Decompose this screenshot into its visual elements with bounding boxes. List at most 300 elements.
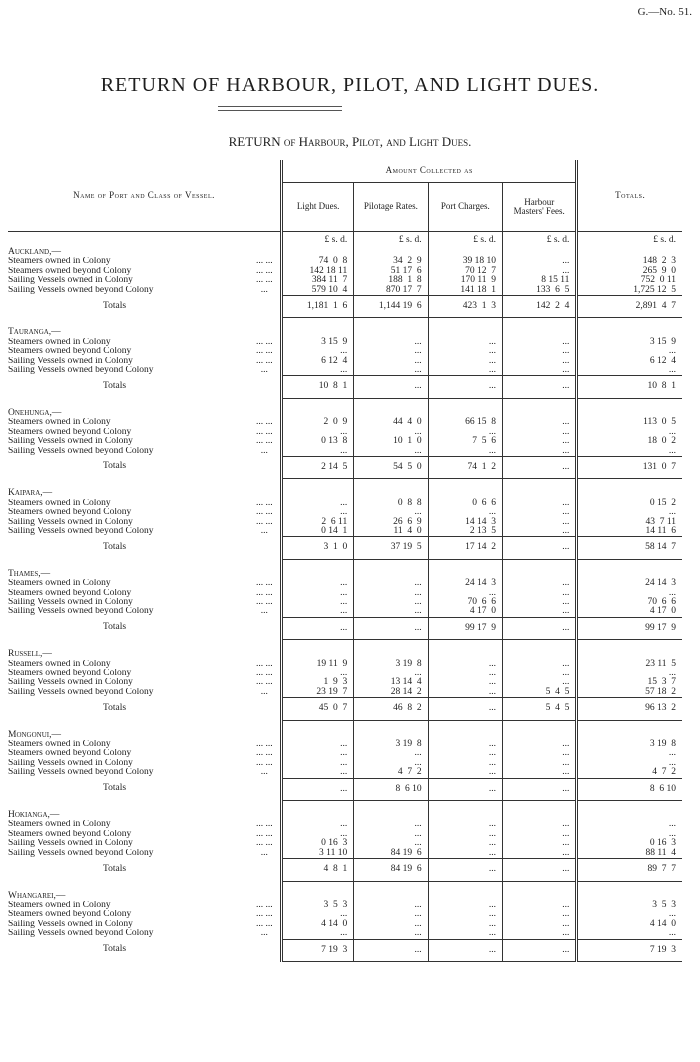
- leader-dots: [249, 376, 282, 398]
- cell-pilotage: ...: [354, 579, 428, 588]
- cell-pilotage: ...: [354, 357, 428, 366]
- vessel-class-label: Steamers owned in Colony: [8, 579, 111, 589]
- totals-row: [8, 456, 682, 478]
- cell-light: ...: [282, 598, 354, 607]
- totals-label: Totals: [103, 944, 127, 955]
- totals-row: [8, 296, 682, 318]
- cell-light: ...: [282, 347, 354, 356]
- vessel-class-label: Steamers owned beyond Colony: [8, 829, 132, 839]
- vessel-class-label: Sailing Vessels owned beyond Colony: [8, 607, 154, 617]
- cell-total: ...: [577, 929, 682, 939]
- leader-dots: ... ...: [256, 426, 273, 437]
- table-caption: [0, 134, 700, 150]
- cell-pilotage: ...: [354, 929, 428, 939]
- cell-port: ...: [428, 839, 502, 848]
- total-harbour: ...: [502, 537, 576, 559]
- cell-total: 752 0 11: [577, 276, 682, 285]
- leader-dots: ... ...: [256, 265, 273, 276]
- cell-total: 6 12 4: [577, 357, 682, 366]
- cell-harbour: ...: [502, 257, 576, 266]
- leader-dots: ... ...: [256, 507, 273, 518]
- cell-harbour: ...: [502, 929, 576, 939]
- leader-dots: [249, 778, 282, 800]
- cell-port: 2 13 5: [428, 527, 502, 537]
- cell-light: 3 15 9: [282, 338, 354, 347]
- cell-total: 3 15 9: [577, 338, 682, 347]
- caption-text: of Harbour, Pilot, and Light Dues.: [283, 134, 472, 149]
- total-port: 99 17 9: [428, 617, 502, 639]
- port-name: Whangarei,—: [8, 890, 66, 901]
- leader-dots: [249, 859, 282, 881]
- cell-harbour: ...: [502, 598, 576, 607]
- total-light: 4 8 1: [282, 859, 354, 881]
- leader-dots: ... ...: [256, 838, 273, 849]
- port-name: Onehunga,—: [8, 407, 62, 418]
- cell-port: 70 6 6: [428, 598, 502, 607]
- title-rule-upper: [218, 106, 342, 107]
- vessel-class-label: Steamers owned beyond Colony: [8, 910, 132, 920]
- caption-prefix: RETURN: [228, 134, 281, 149]
- cell-pilotage: ...: [354, 508, 428, 517]
- leader-dots: ... ...: [256, 819, 273, 830]
- cell-total: 0 16 3: [577, 839, 682, 848]
- cell-total: 70 6 6: [577, 598, 682, 607]
- header-port-charges: Port Charges.: [428, 183, 502, 232]
- total-port: ...: [428, 376, 502, 398]
- cell-harbour: ...: [502, 849, 576, 859]
- leader-dots: ... ...: [256, 578, 273, 589]
- cell-port: ...: [428, 920, 502, 929]
- header-harbour-fees: Harbour Masters' Fees.: [502, 183, 576, 232]
- cell-port: ...: [428, 669, 502, 678]
- cell-harbour: ...: [502, 678, 576, 687]
- cell-port: 0 6 6: [428, 499, 502, 508]
- cell-harbour: 5 4 5: [502, 688, 576, 698]
- cell-total: 88 11 4: [577, 849, 682, 859]
- cell-port: 141 18 1: [428, 286, 502, 296]
- cell-light: ...: [282, 589, 354, 598]
- cell-light: ...: [282, 428, 354, 437]
- leader-dots: ...: [260, 606, 268, 617]
- cell-pilotage: ...: [354, 428, 428, 437]
- cell-pilotage: 84 19 6: [354, 849, 428, 859]
- cell-pilotage: ...: [354, 839, 428, 848]
- vessel-class-label: Sailing Vessels owned beyond Colony: [8, 446, 154, 456]
- vessel-class-label: Sailing Vessels owned beyond Colony: [8, 687, 154, 697]
- cell-harbour: ...: [502, 589, 576, 598]
- leader-dots: ... ...: [256, 346, 273, 357]
- total-light: 1,181 1 6: [282, 296, 354, 318]
- cell-total: 1,725 12 5: [577, 286, 682, 296]
- leader-dots: ...: [260, 767, 268, 778]
- total-harbour: ...: [502, 456, 576, 478]
- cell-light: 0 14 1: [282, 527, 354, 537]
- dues-table: [8, 160, 682, 962]
- cell-port: ...: [428, 428, 502, 437]
- header-light-dues: Light Dues.: [282, 183, 354, 232]
- cell-port: ...: [428, 366, 502, 376]
- cell-port: ...: [428, 749, 502, 758]
- cell-port: ...: [428, 508, 502, 517]
- cell-light: 142 18 11: [282, 267, 354, 276]
- cell-port: ...: [428, 660, 502, 669]
- cell-pilotage: ...: [354, 820, 428, 829]
- units-light: £ s. d.: [282, 232, 354, 247]
- total-light: 3 1 0: [282, 537, 354, 559]
- table-row: [8, 929, 682, 939]
- cell-pilotage: 0 8 8: [354, 499, 428, 508]
- total-pilotage: 37 19 5: [354, 537, 428, 559]
- cell-port: ...: [428, 589, 502, 598]
- cell-total: 4 7 2: [577, 768, 682, 778]
- cell-light: 3 5 3: [282, 901, 354, 910]
- port-name: Thames,—: [8, 568, 51, 579]
- leader-dots: ...: [260, 847, 268, 858]
- total-pilotage: 8 6 10: [354, 778, 428, 800]
- cell-port: ...: [428, 830, 502, 839]
- cell-pilotage: ...: [354, 910, 428, 919]
- leader-dots: ...: [260, 928, 268, 939]
- vessel-class-label: Steamers owned in Colony: [8, 740, 111, 750]
- vessel-class-label: Sailing Vessels owned beyond Colony: [8, 526, 154, 536]
- leader-dots: ... ...: [256, 355, 273, 366]
- cell-total: ...: [577, 447, 682, 457]
- leader-dots: ...: [260, 525, 268, 536]
- cell-total: 4 17 0: [577, 607, 682, 617]
- cell-light: 23 19 7: [282, 688, 354, 698]
- leader-dots: [249, 698, 282, 720]
- cell-light: 6 12 4: [282, 357, 354, 366]
- cell-light: 384 11 7: [282, 276, 354, 285]
- leader-dots: ... ...: [256, 436, 273, 447]
- cell-light: 2 0 9: [282, 418, 354, 427]
- cell-port: ...: [428, 768, 502, 778]
- total-total: 96 13 2: [577, 698, 682, 720]
- cell-total: 23 11 5: [577, 660, 682, 669]
- cell-total: 148 2 3: [577, 257, 682, 266]
- total-pilotage: ...: [354, 617, 428, 639]
- cell-total: 3 5 3: [577, 901, 682, 910]
- total-harbour: ...: [502, 617, 576, 639]
- cell-total: 3 19 8: [577, 740, 682, 749]
- cell-port: 66 15 8: [428, 418, 502, 427]
- vessel-class-label: Steamers owned beyond Colony: [8, 749, 132, 759]
- total-harbour: 142 2 4: [502, 296, 576, 318]
- cell-total: 113 0 5: [577, 418, 682, 427]
- vessel-class-label: Sailing Vessels owned in Colony: [8, 758, 133, 768]
- cell-port: ...: [428, 740, 502, 749]
- totals-row: [8, 698, 682, 720]
- cell-port: ...: [428, 338, 502, 347]
- cell-total: 14 11 6: [577, 527, 682, 537]
- units-pilotage: £ s. d.: [354, 232, 428, 247]
- total-port: 17 14 2: [428, 537, 502, 559]
- cell-pilotage: ...: [354, 347, 428, 356]
- cell-harbour: ...: [502, 518, 576, 527]
- vessel-class-label: Sailing Vessels owned in Colony: [8, 276, 133, 286]
- leader-dots: ...: [260, 284, 268, 295]
- total-total: 99 17 9: [577, 617, 682, 639]
- total-pilotage: 1,144 19 6: [354, 296, 428, 318]
- header-pilotage: Pilotage Rates.: [354, 183, 428, 232]
- leader-dots: ... ...: [256, 668, 273, 678]
- vessel-class-label: Steamers owned beyond Colony: [8, 669, 132, 678]
- cell-harbour: ...: [502, 830, 576, 839]
- totals-row: [8, 778, 682, 800]
- leader-dots: ...: [260, 365, 268, 376]
- totals-row: [8, 376, 682, 398]
- cell-port: ...: [428, 910, 502, 919]
- total-total: 2,891 4 7: [577, 296, 682, 318]
- leader-dots: [249, 939, 282, 961]
- cell-port: 14 14 3: [428, 518, 502, 527]
- units-port: £ s. d.: [428, 232, 502, 247]
- total-light: 2 14 5: [282, 456, 354, 478]
- total-light: ...: [282, 617, 354, 639]
- vessel-class-label: Steamers owned in Colony: [8, 257, 111, 267]
- cell-pilotage: ...: [354, 338, 428, 347]
- cell-total: ...: [577, 347, 682, 356]
- cell-light: ...: [282, 499, 354, 508]
- port-name: Hokianga,—: [8, 810, 60, 821]
- cell-total: 24 14 3: [577, 579, 682, 588]
- cell-port: ...: [428, 447, 502, 457]
- totals-label: Totals: [103, 783, 127, 794]
- table-row: [8, 849, 682, 859]
- vessel-class-label: Sailing Vessels owned beyond Colony: [8, 366, 154, 376]
- port-name: Kaipara,—: [8, 488, 53, 499]
- cell-port: ...: [428, 901, 502, 910]
- cell-harbour: ...: [502, 759, 576, 768]
- cell-total: ...: [577, 759, 682, 768]
- cell-harbour: ...: [502, 669, 576, 678]
- total-port: 74 1 2: [428, 456, 502, 478]
- cell-harbour: ...: [502, 910, 576, 919]
- table-row: [8, 688, 682, 698]
- cell-light: ...: [282, 830, 354, 839]
- vessel-class-label: Steamers owned beyond Colony: [8, 347, 132, 357]
- cell-total: 4 14 0: [577, 920, 682, 929]
- cell-harbour: ...: [502, 901, 576, 910]
- cell-light: ...: [282, 740, 354, 749]
- cell-pilotage: 11 4 0: [354, 527, 428, 537]
- cell-pilotage: 3 19 8: [354, 740, 428, 749]
- leader-dots: ... ...: [256, 596, 273, 607]
- cell-light: ...: [282, 910, 354, 919]
- cell-light: ...: [282, 820, 354, 829]
- cell-harbour: ...: [502, 579, 576, 588]
- vessel-class-label: Steamers owned in Colony: [8, 900, 111, 910]
- cell-port: ...: [428, 759, 502, 768]
- leader-dots: ... ...: [256, 516, 273, 527]
- cell-harbour: ...: [502, 839, 576, 848]
- cell-port: 24 14 3: [428, 579, 502, 588]
- cell-pilotage: ...: [354, 901, 428, 910]
- vessel-class-label: Sailing Vessels owned in Colony: [8, 437, 133, 447]
- table-row: [8, 607, 682, 617]
- cell-pilotage: ...: [354, 669, 428, 678]
- cell-harbour: ...: [502, 607, 576, 617]
- cell-port: 4 17 0: [428, 607, 502, 617]
- cell-pilotage: ...: [354, 749, 428, 758]
- total-total: 8 6 10: [577, 778, 682, 800]
- total-port: 423 1 3: [428, 296, 502, 318]
- cell-total: ...: [577, 428, 682, 437]
- leader-dots: ... ...: [256, 909, 273, 920]
- cell-total: ...: [577, 366, 682, 376]
- title-rule-lower: [218, 110, 342, 111]
- cell-port: 7 5 6: [428, 437, 502, 446]
- leader-dots: [249, 537, 282, 559]
- vessel-class-label: Steamers owned in Colony: [8, 498, 111, 508]
- header-amount-collected: Amount Collected as: [282, 160, 577, 183]
- cell-port: ...: [428, 678, 502, 687]
- cell-harbour: ...: [502, 527, 576, 537]
- cell-light: 74 0 8: [282, 257, 354, 266]
- cell-pilotage: 44 4 0: [354, 418, 428, 427]
- leader-dots: ... ...: [256, 417, 273, 428]
- table-row: [8, 366, 682, 376]
- port-name: Auckland,—: [8, 247, 61, 257]
- total-light: 45 0 7: [282, 698, 354, 720]
- cell-harbour: ...: [502, 499, 576, 508]
- units-totals: £ s. d.: [577, 232, 682, 247]
- cell-pilotage: ...: [354, 598, 428, 607]
- totals-label: Totals: [103, 702, 127, 713]
- total-total: 89 7 7: [577, 859, 682, 881]
- total-harbour: ...: [502, 939, 576, 961]
- cell-pilotage: 26 6 9: [354, 518, 428, 527]
- cell-pilotage: 28 14 2: [354, 688, 428, 698]
- cell-pilotage: 3 19 8: [354, 660, 428, 669]
- leader-dots: ...: [260, 686, 268, 697]
- total-port: ...: [428, 778, 502, 800]
- total-total: 58 14 7: [577, 537, 682, 559]
- cell-port: 170 11 9: [428, 276, 502, 285]
- leader-dots: ... ...: [256, 677, 273, 688]
- cell-pilotage: ...: [354, 920, 428, 929]
- vessel-class-label: Sailing Vessels owned in Colony: [8, 678, 133, 688]
- vessel-class-label: Steamers owned beyond Colony: [8, 427, 132, 437]
- cell-light: 579 10 4: [282, 286, 354, 296]
- totals-row: [8, 859, 682, 881]
- cell-light: 2 6 11: [282, 518, 354, 527]
- table-body: [8, 246, 682, 961]
- totals-label: Totals: [103, 461, 127, 472]
- cell-pilotage: ...: [354, 589, 428, 598]
- cell-pilotage: 4 7 2: [354, 768, 428, 778]
- document-reference: G.—No. 51.: [637, 6, 692, 18]
- total-light: 10 8 1: [282, 376, 354, 398]
- vessel-class-label: Sailing Vessels owned in Colony: [8, 517, 133, 527]
- totals-label: Totals: [103, 380, 127, 391]
- leader-dots: ... ...: [256, 748, 273, 759]
- totals-label: Totals: [103, 863, 127, 874]
- cell-light: 19 11 9: [282, 660, 354, 669]
- leader-dots: ... ...: [256, 336, 273, 347]
- page-title: RETURN OF HARBOUR, PILOT, AND LIGHT DUES.: [100, 74, 600, 96]
- totals-row: [8, 617, 682, 639]
- cell-total: 18 0 2: [577, 437, 682, 446]
- cell-total: 43 7 11: [577, 518, 682, 527]
- total-pilotage: ...: [354, 376, 428, 398]
- total-total: 7 19 3: [577, 939, 682, 961]
- vessel-class-label: Sailing Vessels owned beyond Colony: [8, 285, 154, 295]
- cell-total: 57 18 2: [577, 688, 682, 698]
- cell-harbour: ...: [502, 418, 576, 427]
- vessel-class-label: Steamers owned in Colony: [8, 418, 111, 428]
- cell-light: ...: [282, 669, 354, 678]
- cell-pilotage: ...: [354, 607, 428, 617]
- cell-light: 0 13 8: [282, 437, 354, 446]
- cell-total: ...: [577, 820, 682, 829]
- cell-pilotage: ...: [354, 366, 428, 376]
- cell-light: ...: [282, 749, 354, 758]
- cell-light: 0 16 3: [282, 839, 354, 848]
- cell-light: ...: [282, 579, 354, 588]
- total-port: ...: [428, 859, 502, 881]
- cell-port: ...: [428, 849, 502, 859]
- cell-harbour: ...: [502, 267, 576, 276]
- leader-dots: ... ...: [256, 918, 273, 929]
- cell-harbour: ...: [502, 338, 576, 347]
- cell-pilotage: ...: [354, 447, 428, 457]
- totals-row: [8, 939, 682, 961]
- header-totals: Totals.: [577, 160, 682, 232]
- cell-harbour: ...: [502, 437, 576, 446]
- port-name: Tauranga,—: [8, 327, 61, 338]
- cell-harbour: ...: [502, 347, 576, 356]
- cell-light: ...: [282, 759, 354, 768]
- total-pilotage: ...: [354, 939, 428, 961]
- port-name: Mongonui,—: [8, 729, 61, 740]
- total-port: ...: [428, 698, 502, 720]
- cell-harbour: ...: [502, 820, 576, 829]
- port-header-row: [8, 487, 682, 498]
- cell-harbour: ...: [502, 740, 576, 749]
- vessel-class-label: Sailing Vessels owned in Colony: [8, 839, 133, 849]
- total-total: 10 8 1: [577, 376, 682, 398]
- table-row: [8, 286, 682, 296]
- vessel-class-label: Steamers owned in Colony: [8, 337, 111, 347]
- cell-pilotage: ...: [354, 830, 428, 839]
- cell-port: ...: [428, 820, 502, 829]
- totals-label: Totals: [103, 300, 127, 311]
- cell-total: 0 15 2: [577, 499, 682, 508]
- total-harbour: ...: [502, 376, 576, 398]
- cell-pilotage: 34 2 9: [354, 257, 428, 266]
- leader-dots: ... ...: [256, 587, 273, 598]
- total-harbour: 5 4 5: [502, 698, 576, 720]
- totals-label: Totals: [103, 541, 127, 552]
- cell-harbour: ...: [502, 366, 576, 376]
- cell-total: ...: [577, 669, 682, 678]
- cell-light: ...: [282, 768, 354, 778]
- vessel-class-label: Sailing Vessels owned beyond Colony: [8, 848, 154, 858]
- leader-dots: ... ...: [256, 275, 273, 286]
- cell-pilotage: 51 17 6: [354, 267, 428, 276]
- header-name-col: Name of Port and Class of Vessel.: [73, 189, 215, 200]
- vessel-class-label: Sailing Vessels owned in Colony: [8, 356, 133, 366]
- cell-light: ...: [282, 508, 354, 517]
- table-row: [8, 447, 682, 457]
- cell-light: ...: [282, 447, 354, 457]
- leader-dots: ... ...: [256, 828, 273, 839]
- total-light: 7 19 3: [282, 939, 354, 961]
- cell-harbour: ...: [502, 357, 576, 366]
- cell-total: ...: [577, 508, 682, 517]
- cell-light: 3 11 10: [282, 849, 354, 859]
